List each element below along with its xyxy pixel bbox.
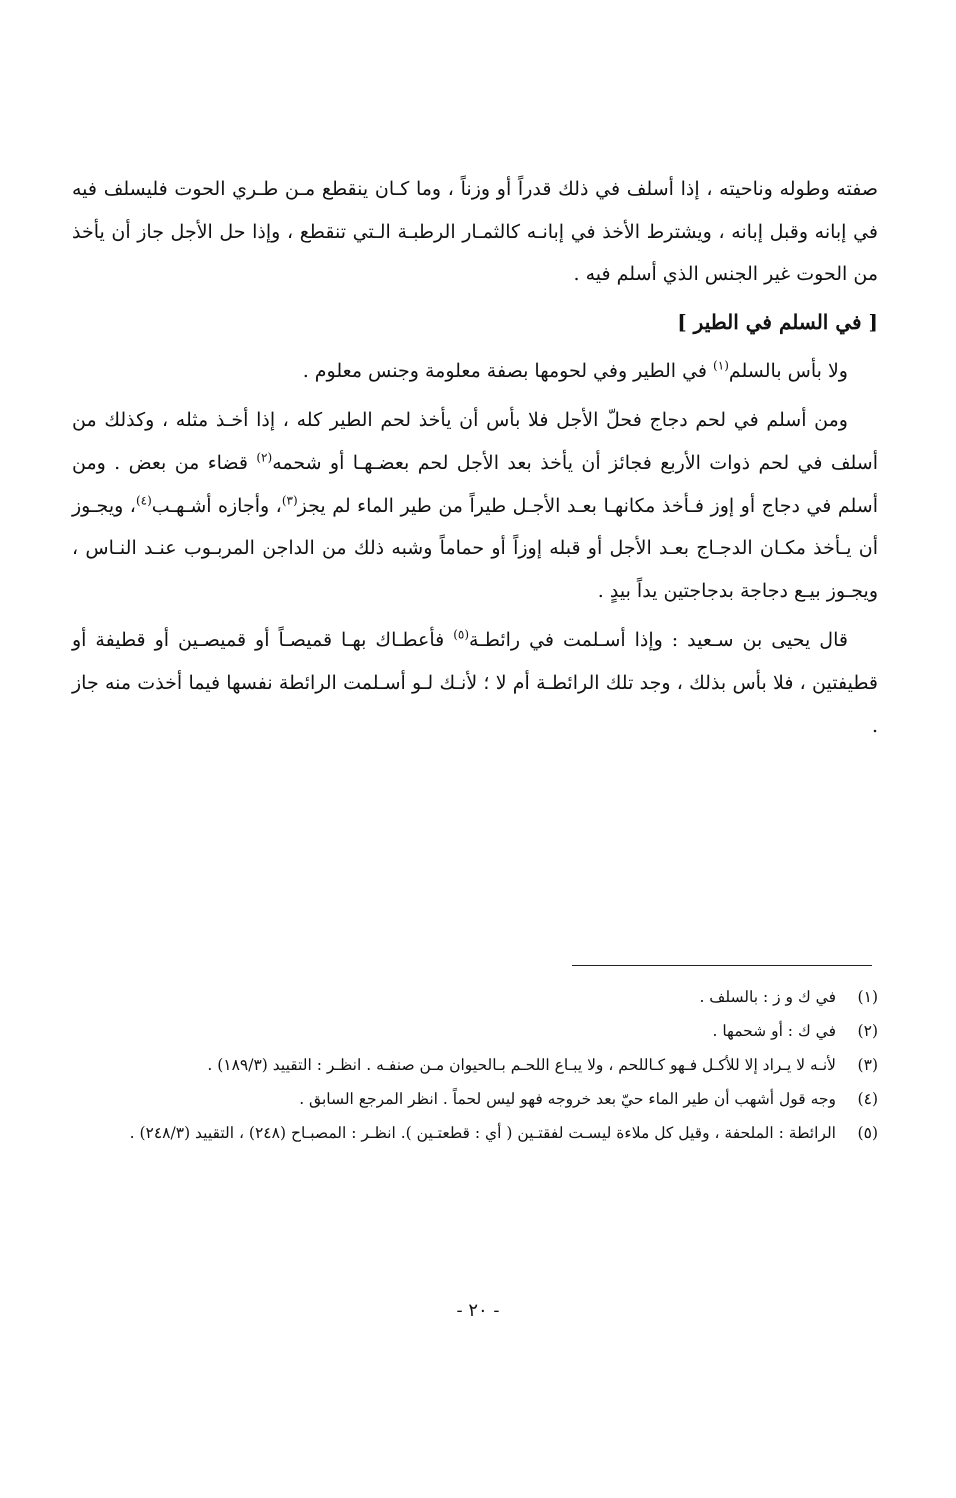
footnote-5 [72, 1118, 878, 1149]
footnote-1 [72, 982, 878, 1013]
main-text [72, 168, 878, 747]
paragraph-yahya-quote [72, 619, 878, 747]
footnote-number: (١) [857, 988, 878, 1006]
footnote-ref-2[interactable]: (٢) [256, 450, 273, 465]
paragraph-bird-salam [72, 350, 878, 393]
paragraph-text: قضاء من بعض . ومن أسلم في دجاج أو إوز فـأخذ مكانهـا بعـد الأجـل طيراً من طير الماء لم يجز [72, 451, 879, 517]
footnote-number: (٤) [857, 1090, 878, 1108]
paragraph-text: ومن أسلم في لحم دجاج فحلّ الأجل فلا بأس أن يأخذ لحم الطير كله ، إذا أخـذ مثله ، وكذلك من أسلف في لحم ذوات الأربع فجائز أن يأخذ بعد الأجل لحم بعضـهـا أو شحمه [72, 409, 878, 474]
footnote-number: (٥) [857, 1124, 878, 1142]
footnote-3 [72, 1050, 878, 1081]
footnote-number: (٢) [857, 1022, 878, 1040]
footnote-4 [72, 1084, 878, 1115]
footnote-ref-5[interactable]: (٥) [453, 628, 470, 643]
footnote-ref-3[interactable]: (٣) [281, 493, 298, 508]
paragraph-text: فأعطـاك بهـا قميصـاً أو قميصـين أو قطيفة أو قطيفتين ، فلا بأس بذلك ، وجد تلك الرائطـة أم لا ؛ لأنـك لـو أسـلمت الرائطة نفسها فيما أخذت منه جاز . [72, 629, 878, 737]
footnote-text: لأنـه لا يـراد إلا للأكـل فـهو كـاللحم ، ولا يبـاع اللحـم بـالحيوان مـن صنفـه . انظـر : التقييد (١٨٩/٣) . [207, 1056, 836, 1074]
footnote-text: الرائطة : الملحفة ، وقيل كل ملاءة ليسـت لفقتـين ( أي : قطعتـين ). انظـر : المصبـاح (٢٤٨) ، التقييد (٢٤٨/٣) . [129, 1124, 836, 1142]
section-heading: [ في السلم في الطير ] [677, 309, 878, 334]
paragraph-text: في الطير وفي لحومها بصفة معلومة وجنس معلوم . [302, 359, 714, 382]
footnotes [72, 982, 878, 1152]
paragraph-text: ، وأجازه أشـهـب [151, 494, 282, 517]
footnote-2 [72, 1016, 878, 1047]
footnote-number: (٣) [857, 1056, 878, 1074]
paragraph-text: ، ويجـوز أن يـأخذ مكـان الدجـاج بعـد الأجل أو قبله إوزاً أو حماماً وشبه ذلك من الداجن المربـوب عنـد النـاس ، ويجـوز بيـع دجاجة بدجاجتين يداً بيدٍ . [72, 494, 878, 602]
footnote-text: في ك و ز : بالسلف . [699, 988, 836, 1006]
page-number: - ٢٠ - [456, 1300, 500, 1321]
paragraph-chicken-meat [72, 399, 878, 612]
footnote-text: في ك : أو شحمها . [712, 1022, 836, 1040]
footnote-separator [572, 965, 872, 966]
footnote-ref-4[interactable]: (٤) [135, 493, 152, 508]
footnote-text: وجه قول أشهب أن طير الماء حيّ بعد خروجه فهو ليس لحماً . انظر المرجع السابق . [299, 1090, 836, 1108]
footnote-ref-1[interactable]: (١) [713, 358, 729, 373]
paragraph-text: ولا بأس بالسلم [728, 359, 848, 382]
paragraph-text: قال يحيى بن سـعيد : وإذا أسـلمت في رائطـة [469, 629, 848, 652]
paragraph-fish-continuation: صفته وطوله وناحيته ، إذا أسلف في ذلك قدراً أو وزناً ، وما كـان ينقطع مـن طـري الحوت فليسلف فيه في إبانه وقبل إبانه ، ويشترط الأخذ في إبانـه كالثمـار الرطبـة الـتي تنقطع ، وإذا حل الأجل جاز أن يأخذ من الحوت غير الجنس الذي أسلم فيه . [72, 178, 878, 286]
